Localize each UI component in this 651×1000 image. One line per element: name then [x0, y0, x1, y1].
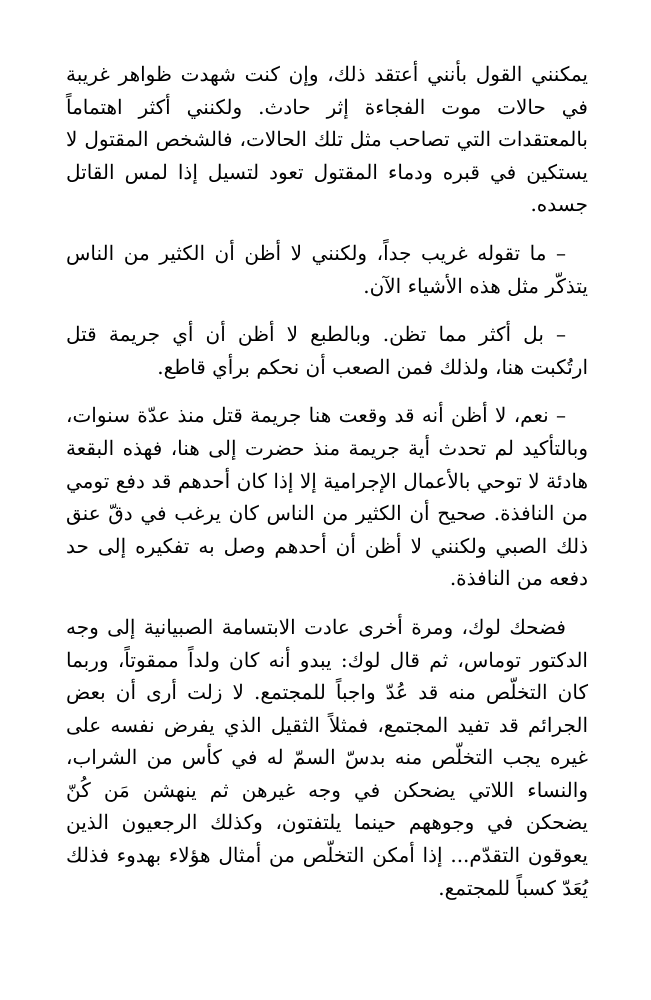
paragraph-4: – نعم، لا أظن أنه قد وقعت هنا جريمة قتل منذ عدّة سنوات، وبالتأكيد لم تحدث أية جريمة منذ حضرت إلى هنا، فهذه البقعة هادئة لا توحي بالأعمال الإجرامية إلا إذا كان أحدهم قد دفع تومي من النافذة. صحيح أن الكثير من الناس كان يرغب في دقّ عنق ذلك الصبي ولكنني لا أظن أن أحدهم وصل به تفكيره إلى حد دفعه من النافذة. — [66, 403, 588, 591]
paragraph-3: – بل أكثر مما تظن. وبالطبع لا أظن أن أي جريمة قتل ارتُكبت هنا، ولذلك فمن الصعب أن نحكم برأي قاطع. — [66, 322, 588, 379]
paragraph-1: يمكنني القول بأنني أعتقد ذلك، وإن كنت شهدت ظواهر غريبة في حالات موت الفجاءة إثر حادث. ولكنني أكثر اهتماماً بالمعتقدات التي تصاحب مثل تلك الحالات، فالشخص المقتول لا يستكين في قبره ودماء المقتول تعود لتسيل إذا لمس القاتل جسده. — [66, 62, 588, 217]
paragraph-2: – ما تقوله غريب جداً، ولكنني لا أظن أن الكثير من الناس يتذكّر مثل هذه الأشياء الآن. — [66, 240, 588, 298]
document-page — [66, 58, 588, 920]
paragraph-5: فضحك لوك، ومرة أخرى عادت الابتسامة الصبيانية إلى وجه الدكتور توماس، ثم قال لوك: يبدو أنه كان ولداً ممقوتاً، وربما كان التخلّص منه قد عُدّ واجباً للمجتمع. لا زلت أرى أن بعض الجرائم قد تفيد المجتمع، فمثلاً الثقيل الذي يفرض نفسه على غيره يجب التخلّص منه بدسّ السمّ له في كأس من الشراب، والنساء اللاتي يضحكن في وجه غيرهن ثم ينهشن مَن كُنّ يضحكن في وجوههم حينما يلتفتون، وكذلك الرجعيون الذين يعوقون التقدّم... إذا أمكن التخلّص من أمثال هؤلاء بهدوء فذلك يُعَدّ كسباً للمجتمع. — [66, 614, 588, 900]
